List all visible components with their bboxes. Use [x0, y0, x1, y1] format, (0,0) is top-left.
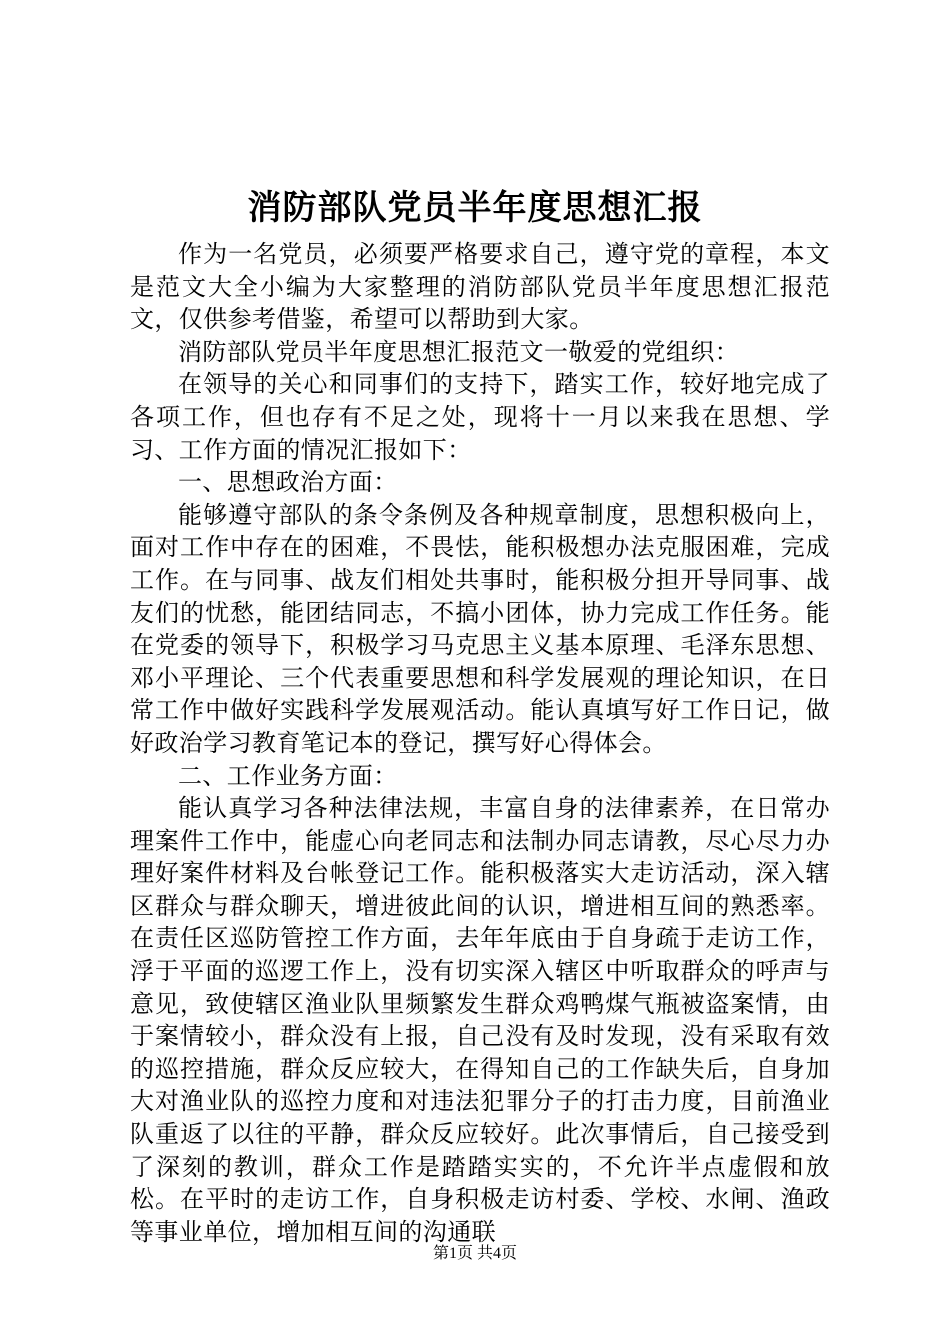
document-title: 消防部队党员半年度思想汇报	[247, 188, 703, 228]
ideology-paragraph: 能够遵守部队的条令条例及各种规章制度，思想积极向上，面对工作中存在的困难，不畏怯，能积极想办法克服困难，完成工作。在与同事、战友们相处共事时，能积极分担开导同事、战友们的忧愁，能团结同志，不搞小团体，协力完成工作任务。能在党委的领导下，积极学习马克思主义基本原理、毛泽东思想、邓小平理论、三个代表重要思想和科学发展观的理论知识，在日常工作中做好实践科学发展观活动。能认真填写好工作日记，做好政治学习教育笔记本的登记，撰写好心得体会。	[130, 500, 830, 757]
section-heading-ideology: 一、思想政治方面：	[178, 468, 398, 497]
salutation-paragraph: 消防部队党员半年度思想汇报范文一敬爱的党组织：	[178, 337, 740, 366]
document-body	[130, 238, 830, 1248]
intro-paragraph: 作为一名党员，必须要严格要求自己，遵守党的章程，本文是范文大全小编为大家整理的消防部队党员半年度思想汇报范文，仅供参考借鉴，希望可以帮助到大家。	[130, 240, 830, 334]
section-heading-work: 二、工作业务方面：	[178, 761, 398, 790]
work-paragraph: 能认真学习各种法律法规，丰富自身的法律素养，在日常办理案件工作中，能虚心向老同志和法制办同志请教，尽心尽力办理好案件材料及台帐登记工作。能积极落实大走访活动，深入辖区群众与群众聊天，增进彼此间的认识，增进相互间的熟悉率。在责任区巡防管控工作方面，去年年底由于自身疏于走访工作，浮于平面的巡逻工作上，没有切实深入辖区中听取群众的呼声与意见，致使辖区渔业队里频繁发生群众鸡鸭煤气瓶被盗案情，由于案情较小，群众没有上报，自己没有及时发现，没有采取有效的巡控措施，群众反应较大，在得知自己的工作缺失后，自身加大对渔业队的巡控力度和对违法犯罪分子的打击力度，目前渔业队重返了以往的平静，群众反应较好。此次事情后，自己接受到了深刻的教训，群众工作是踏踏实实的，不允许半点虚假和放松。在平时的走访工作，自身积极走访村委、学校、水闸、渔政等事业单位，增加相互间的沟通联	[130, 794, 830, 1246]
overview-paragraph: 在领导的关心和同事们的支持下，踏实工作，较好地完成了各项工作，但也存有不足之处，现将十一月以来我在思想、学习、工作方面的情况汇报如下：	[130, 370, 830, 464]
page-number-footer: 第1页 共4页	[432, 1245, 517, 1262]
